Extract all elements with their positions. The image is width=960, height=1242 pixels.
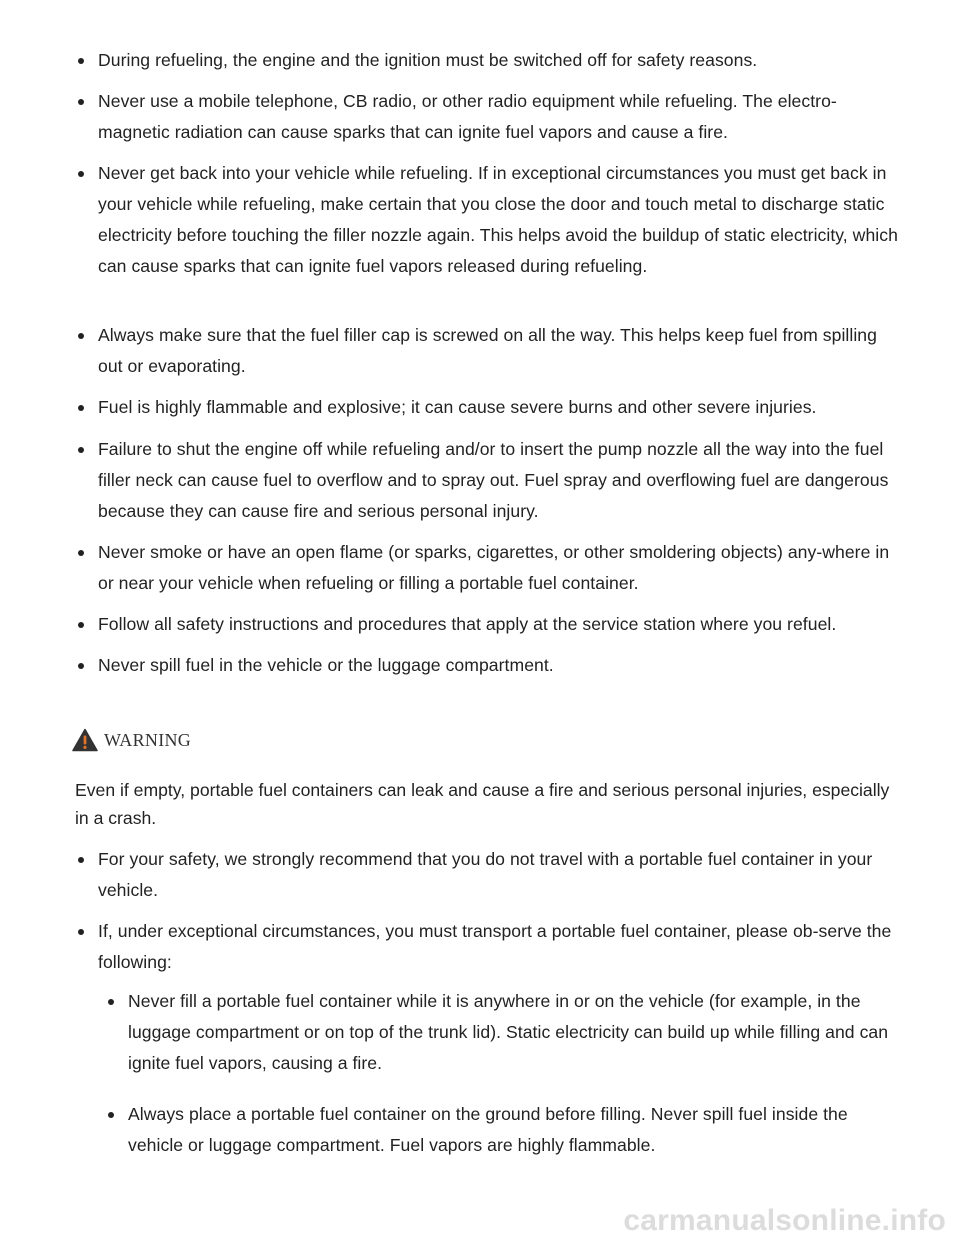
list-item: Never fill a portable fuel container while it is anywhere in or on the vehicle (for example, in the luggage compartment or on top of the trunk lid). Static electricity can build up while filling and can ignite fuel vapors, causing a fire.	[128, 986, 898, 1079]
list-item: Always place a portable fuel container on the ground before filling. Never spill fuel inside the vehicle or luggage compartment. Fuel vapors are highly flammable.	[128, 1099, 898, 1161]
list-item: Follow all safety instructions and procedures that apply at the service station where you refuel.	[98, 609, 898, 640]
list-item: Fuel is highly flammable and explosive; it can cause severe burns and other severe injuries.	[98, 392, 898, 423]
list-item: Never spill fuel in the vehicle or the luggage compartment.	[98, 650, 898, 681]
warning-triangle-icon	[72, 728, 98, 752]
list-item: If, under exceptional circumstances, you must transport a portable fuel container, please ob-serve the following:	[98, 916, 898, 978]
list-item: Failure to shut the engine off while refueling and/or to insert the pump nozzle all the way into the fuel filler neck can cause fuel to overflow and to spray out. Fuel spray and overflowing fuel are dangerous because they can cause fire and serious personal injury.	[98, 434, 898, 527]
watermark: carmanualsonline.info	[623, 1204, 946, 1237]
list-item: Never smoke or have an open flame (or sparks, cigarettes, or other smoldering objects) any-where in or near your vehicle when refueling or filling a portable fuel container.	[98, 537, 898, 599]
list-item: Never use a mobile telephone, CB radio, or other radio equipment while refueling. The electro-magnetic radiation can cause sparks that can ignite fuel vapors and cause a fire.	[98, 86, 898, 148]
warning-intro: Even if empty, portable fuel containers can leak and cause a fire and serious personal injuries, especially in a crash.	[75, 780, 890, 828]
list-item: Always make sure that the fuel filler cap is screwed on all the way. This helps keep fuel from spilling out or evaporating.	[98, 320, 898, 382]
warning-title: WARNING	[104, 729, 192, 750]
list-item: For your safety, we strongly recommend that you do not travel with a portable fuel container in your vehicle.	[98, 844, 898, 906]
list-item: Never get back into your vehicle while refueling. If in exceptional circumstances you must get back in your vehicle while refueling, make certain that you close the door and touch metal to discharge static electricity before touching the filler nozzle again. This helps avoid the buildup of static electricity, which can cause sparks that can ignite fuel vapors released during refueling.	[98, 158, 898, 282]
warning-header	[72, 726, 191, 754]
list-item: During refueling, the engine and the ignition must be switched off for safety reasons.	[98, 45, 898, 76]
